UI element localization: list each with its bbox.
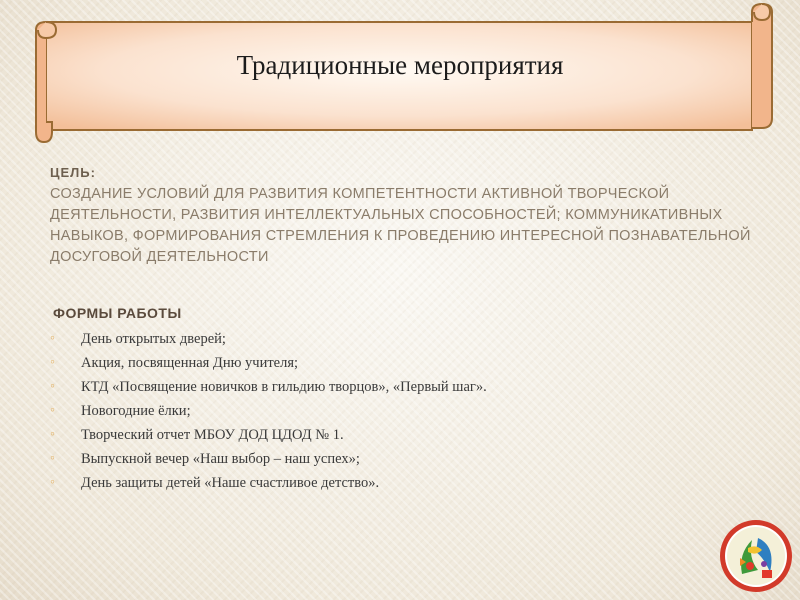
list-item-text: Акция, посвященная Дню учителя;: [81, 355, 299, 371]
list-item: [50, 328, 750, 352]
title-scroll-banner: [28, 0, 780, 150]
bullet-icon: ◦: [50, 403, 55, 418]
list-item-text: День защиты детей «Наше счастливое детство».: [81, 475, 380, 491]
goal-section: [50, 165, 780, 268]
bullet-icon: ◦: [50, 355, 55, 370]
list-item-text: КТД «Посвящение новичков в гильдию творцов», «Первый шаг».: [81, 379, 487, 395]
forms-list: [50, 328, 750, 496]
list-item-text: Новогодние ёлки;: [81, 403, 191, 419]
list-item: [50, 424, 750, 448]
list-item: [50, 472, 750, 496]
page-title: Традиционные мероприятия: [236, 50, 564, 80]
list-item-text: Выпускной вечер «Наш выбор – наш успех»;: [81, 451, 360, 467]
list-item-text: Творческий отчет МБОУ ДОД ЦДОД № 1.: [81, 427, 344, 443]
goal-label: ЦЕЛЬ:: [50, 165, 96, 180]
forms-section: [50, 305, 750, 496]
list-item: [50, 352, 750, 376]
list-item-text: День открытых дверей;: [81, 331, 226, 347]
list-item: [50, 448, 750, 472]
bullet-icon: ◦: [50, 427, 55, 442]
list-item: [50, 400, 750, 424]
forms-heading: ФОРМЫ РАБОТЫ: [53, 305, 182, 321]
bullet-icon: ◦: [50, 451, 55, 466]
bullet-icon: ◦: [50, 379, 55, 394]
bullet-icon: ◦: [50, 331, 55, 346]
goal-text: СОЗДАНИЕ УСЛОВИЙ ДЛЯ РАЗВИТИЯ КОМПЕТЕНТНОСТИ АКТИВНОЙ ТВОРЧЕСКОЙ ДЕЯТЕЛЬНОСТИ, РАЗВИТИЯ ИНТЕЛЛЕКТУАЛЬНЫХ СПОСОБНОСТЕЙ; КОММУНИКАТИВНЫХ НАВЫКОВ, ФОРМИРОВАНИЯ СТРЕМЛЕНИЯ К ПРОВЕДЕНИЮ ИНТЕРЕСНОЙ ПОЗНАВАТЕЛЬНОЙ ДОСУГОВОЙ ДЕЯТЕЛЬНОСТИ: [50, 186, 751, 265]
logo-emblem-icon: [718, 518, 794, 594]
bullet-icon: ◦: [50, 475, 55, 490]
list-item: [50, 376, 750, 400]
